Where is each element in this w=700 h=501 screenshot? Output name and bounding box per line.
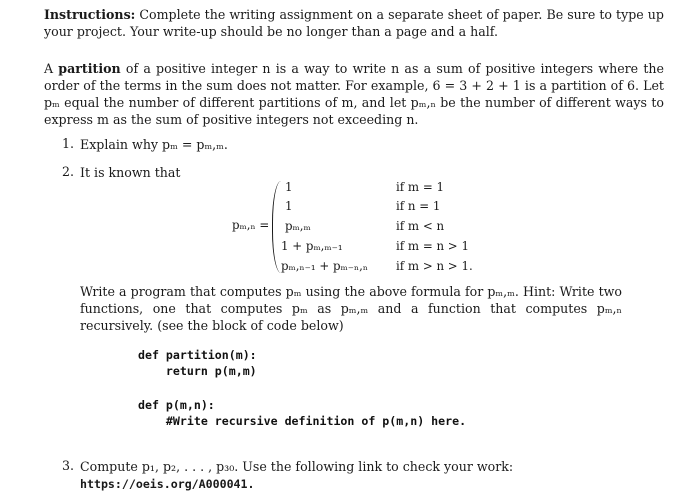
partition-definition-paragraph [44, 60, 664, 128]
program-paragraph: Write a program that computes pₘ using the above formula for pₘ,ₘ. Hint: Write two functions, one that computes pₘ as pₘ,ₘ and a function that computes pₘ,ₙ recursively. (see the block of code below) [80, 284, 622, 333]
code-p-comment: #Write recursive definition of p(m,n) here. [138, 414, 467, 428]
formula-case-1-expr: 1 [285, 180, 293, 194]
partition-lead: A [44, 61, 59, 76]
instructions-paragraph [44, 6, 664, 40]
formula-case-5-cond: if m > n > 1. [396, 259, 473, 273]
formula-case-1-cond: if m = 1 [396, 180, 444, 194]
code-partition-def: def partition(m): [138, 348, 257, 362]
instructions-text: Complete the writing assignment on a separate sheet of paper. Be sure to type up your project. Your write-up should be no longer than a page and a half. [44, 7, 664, 39]
item-2-number: 2. [62, 164, 75, 179]
partition-term: partition [58, 61, 121, 76]
formula-case-3-cond: if m < n [396, 219, 445, 233]
formula-case-2-cond: if n = 1 [396, 199, 441, 213]
code-p-def: def p(m,n): [138, 398, 215, 412]
formula-case-4-expr: 1 + pₘ,ₘ₋₁ [281, 239, 343, 253]
item-3-number: 3. [62, 458, 75, 473]
item-1-text: Explain why pₘ = pₘ,ₘ. [80, 137, 228, 152]
item-1-number: 1. [62, 136, 75, 151]
instructions-label: Instructions: [44, 7, 136, 22]
formula-case-4-cond: if m = n > 1 [396, 239, 469, 253]
formula-lhs: pₘ,ₙ = [232, 218, 270, 232]
formula-case-3-expr: pₘ,ₘ [285, 219, 311, 233]
formula-brace [272, 181, 281, 273]
code-partition-return: return p(m,m) [138, 364, 257, 378]
partition-text: of a positive integer n is a way to write n as a sum of positive integers where the order of the terms in the sum does not matter. For example, 6 = 3 + 2 + 1 is a partition of 6. Let pₘ equal the number of different partitions of m, and let pₘ,ₙ be the number of different ways to express m as the sum of positive integers not exceeding n. [44, 61, 664, 127]
formula-case-5-expr: pₘ,ₙ₋₁ + pₘ₋ₙ,ₙ [281, 259, 368, 273]
formula-case-2-expr: 1 [285, 199, 293, 213]
item-3-text: Compute p₁, p₂, . . . , p₃₀. Use the following link to check your work: [80, 459, 514, 474]
oeis-link[interactable]: https://oeis.org/A000041. [80, 477, 255, 491]
item-3-paragraph [80, 458, 650, 493]
item-2-text: It is known that [80, 165, 181, 180]
